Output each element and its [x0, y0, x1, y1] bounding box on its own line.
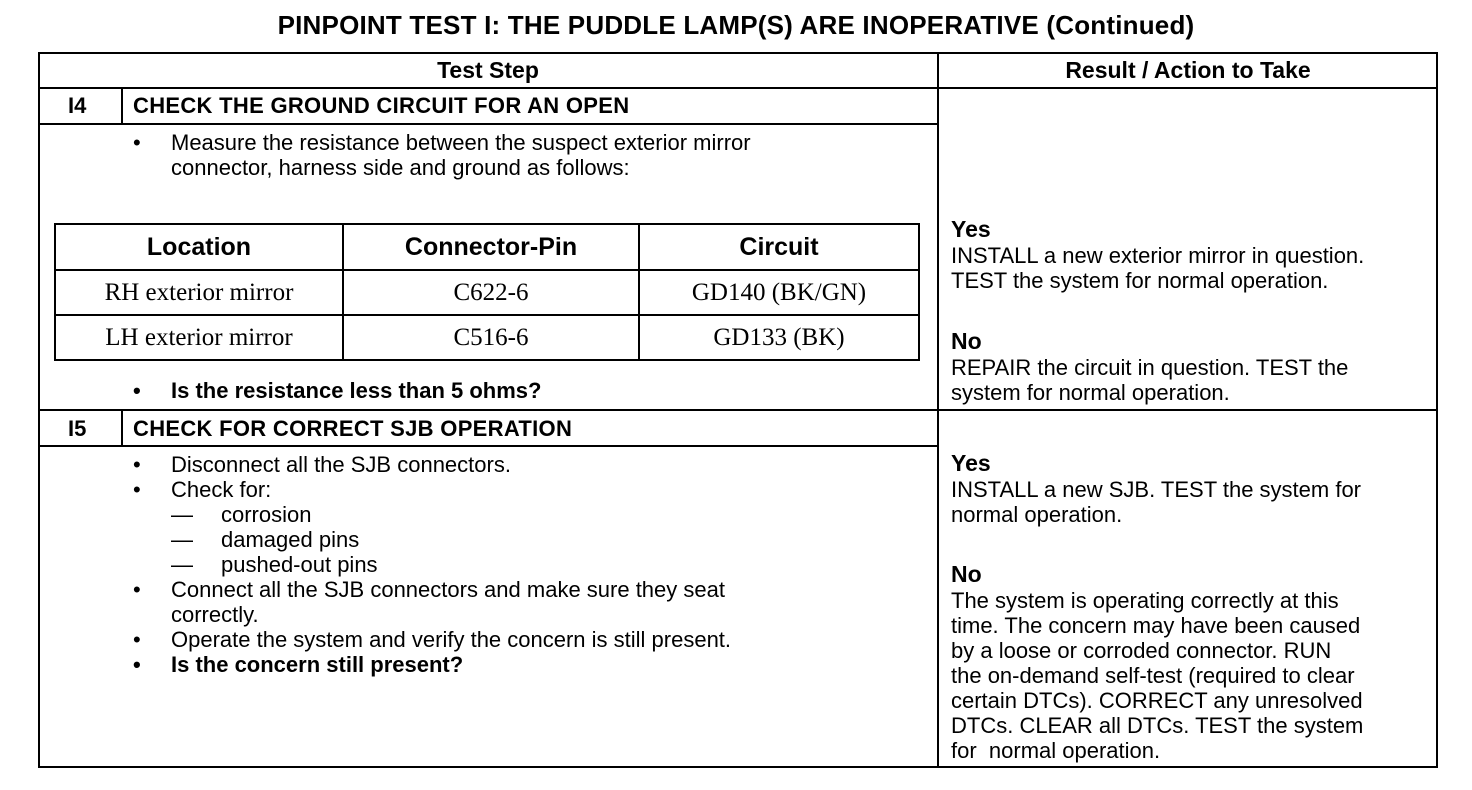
step-question: Is the resistance less than 5 ohms? [171, 378, 542, 403]
step-title: CHECK FOR CORRECT SJB OPERATION [133, 416, 573, 441]
dash-marker: — [171, 552, 193, 577]
header-result-action: Result / Action to Take [1065, 57, 1311, 83]
no-action: system for normal operation. [951, 380, 1230, 405]
bullet: • [133, 452, 141, 477]
yes-label: Yes [951, 450, 991, 476]
no-action: by a loose or corroded connector. RUN [951, 638, 1332, 663]
bullet: • [133, 130, 141, 155]
step-number-divider [121, 88, 123, 124]
step-text: Operate the system and verify the concern is still present. [171, 627, 732, 652]
step-i5-title-divider [38, 445, 938, 447]
location-table [54, 223, 920, 361]
yes-action: TEST the system for normal operation. [951, 268, 1329, 293]
table-cell: GD133 (BK) [639, 315, 919, 360]
table-row [55, 270, 919, 315]
no-action: REPAIR the circuit in question. TEST the [951, 355, 1349, 380]
step-text: Connect all the SJB connectors and make sure they seat [171, 577, 725, 602]
step-text: connector, harness side and ground as follows: [171, 155, 630, 180]
table-cell: LH exterior mirror [55, 315, 343, 360]
dash-marker: — [171, 502, 193, 527]
table-cell: RH exterior mirror [55, 270, 343, 315]
page-title: PINPOINT TEST I: THE PUDDLE LAMP(S) ARE INOPERATIVE (Continued) [277, 10, 1195, 40]
table-row [55, 315, 919, 360]
step-number-divider [121, 410, 123, 446]
yes-label: Yes [951, 216, 991, 242]
step-title: CHECK THE GROUND CIRCUIT FOR AN OPEN [133, 93, 630, 118]
step-i4-title-divider [38, 123, 938, 125]
no-label: No [951, 561, 982, 587]
table-cell: C622-6 [343, 270, 639, 315]
location-table-header [55, 224, 919, 270]
column-header: Location [55, 224, 343, 270]
step-text: correctly. [171, 602, 259, 627]
check-item: pushed-out pins [221, 552, 378, 577]
no-action: DTCs. CLEAR all DTCs. TEST the system [951, 713, 1364, 738]
header-divider [38, 87, 1438, 89]
yes-action: normal operation. [951, 502, 1123, 527]
check-item: corrosion [221, 502, 312, 527]
bullet: • [133, 652, 141, 677]
no-action: for normal operation. [951, 738, 1161, 763]
table-cell: C516-6 [343, 315, 639, 360]
check-item: damaged pins [221, 527, 360, 552]
no-label: No [951, 328, 982, 354]
step-text: Disconnect all the SJB connectors. [171, 452, 511, 477]
step-question: Is the concern still present? [171, 652, 464, 677]
step-number: I4 [68, 93, 87, 118]
bullet: • [133, 477, 141, 502]
step-text: Measure the resistance between the suspect exterior mirror [171, 130, 751, 155]
dash-marker: — [171, 527, 193, 552]
step-divider [38, 409, 1438, 411]
step-number: I5 [68, 416, 87, 441]
no-action: time. The concern may have been caused [951, 613, 1361, 638]
no-action: The system is operating correctly at this [951, 588, 1339, 613]
table-cell: GD140 (BK/GN) [639, 270, 919, 315]
bullet: • [133, 577, 141, 602]
yes-action: INSTALL a new SJB. TEST the system for [951, 477, 1362, 502]
column-header: Circuit [639, 224, 919, 270]
bullet: • [133, 627, 141, 652]
step-text: Check for: [171, 477, 272, 502]
column-header: Connector-Pin [343, 224, 639, 270]
header-test-step: Test Step [437, 57, 539, 83]
yes-action: INSTALL a new exterior mirror in question. [951, 243, 1365, 268]
no-action: certain DTCs). CORRECT any unresolved [951, 688, 1363, 713]
no-action: the on-demand self-test (required to clear [951, 663, 1355, 688]
bullet: • [133, 378, 141, 403]
